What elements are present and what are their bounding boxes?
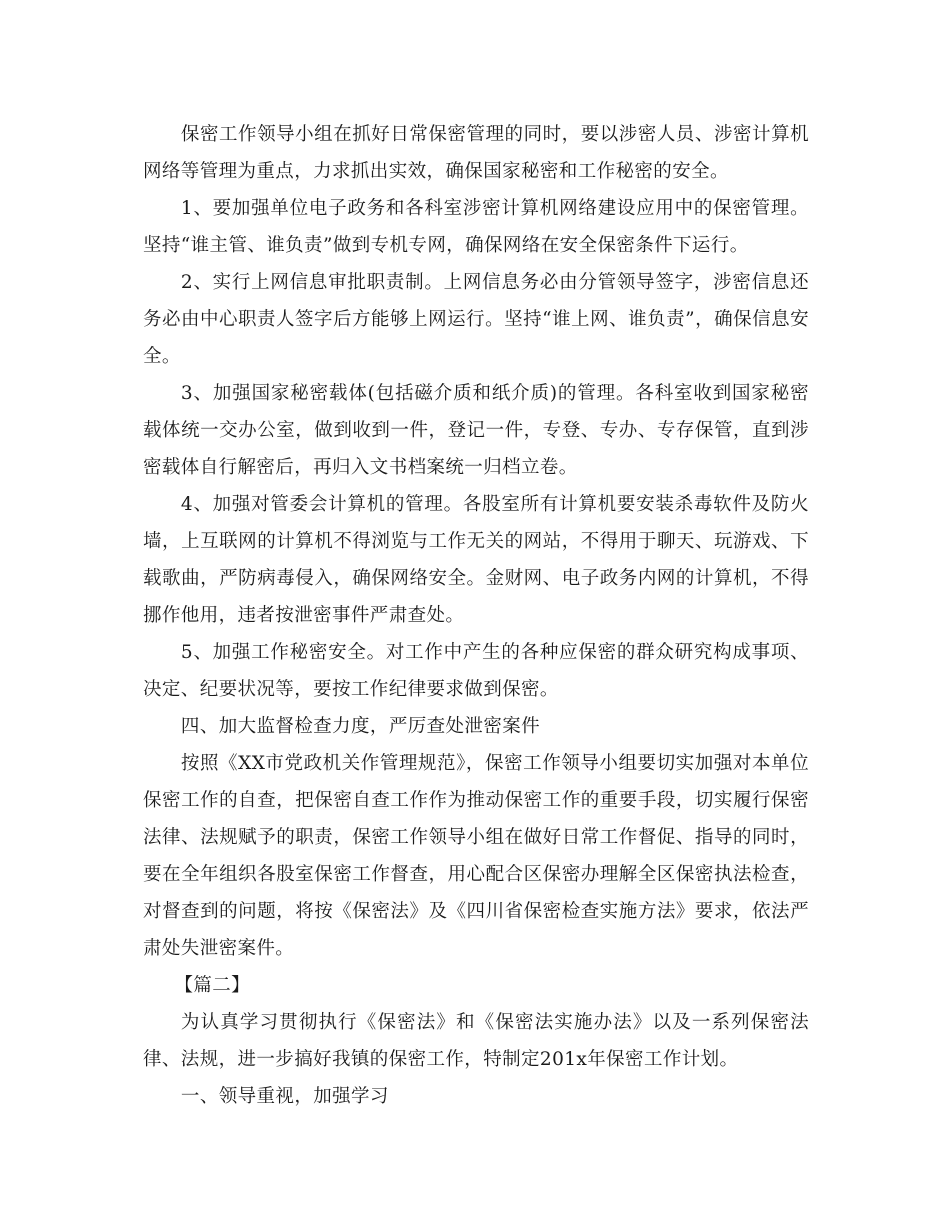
paragraph-item-4: 4、加强对管委会计算机的管理。各股室所有计算机要安装杀毒软件及防火墙，上互联网的计算机不得浏览与工作无关的网站，不得用于聊天、玩游戏、下载歌曲，严防病毒侵入，确保网络安全。金财网、电子政务内网的计算机，不得挪作他用，违者按泄密事件严肃查处。: [143, 494, 809, 626]
section-heading-one: 一、领导重视，加强学习: [180, 1086, 389, 1107]
paragraph-supervision: 按照《XX市党政机关作管理规范》，保密工作领导小组要切实加强对本单位保密工作的自查，把保密自查工作作为推动保密工作的重要手段，切实履行保密法律、法规赋予的职责，保密工作领导小组在做好日常工作督促、指导的同时，要在全年组织各股室保密工作督查，用心配合区保密办理解全区保密执法检查，对督查到的问题，将按《保密法》及《四川省保密检查实施方法》要求，依法严肃处失泄密案件。: [143, 753, 809, 959]
document-body: [143, 116, 809, 1115]
paragraph-item-2: 2、实行上网信息审批职责制。上网信息务必由分管领导签字，涉密信息还务必由中心职责人签字后方能够上网运行。坚持“谁上网、谁负责”，确保信息安全。: [143, 272, 809, 367]
paragraph-item-5: 5、加强工作秘密安全。对工作中产生的各种应保密的群众研究构成事项、决定、纪要状况等，要按工作纪律要求做到保密。: [143, 642, 809, 700]
paragraph-item-3: 3、加强国家秘密载体(包括磁介质和纸介质)的管理。各科室收到国家秘密载体统一交办公室，做到收到一件，登记一件，专登、专办、专存保管，直到涉密载体自行解密后，再归入文书档案统一归档立卷。: [143, 383, 809, 478]
section-heading-four: 四、加大监督检查力度，严厉查处泄密案件: [180, 716, 541, 737]
paragraph-item-1: 1、要加强单位电子政务和各科室涉密计算机网络建设应用中的保密管理。坚持“谁主管、谁负责”做到专机专网，确保网络在安全保密条件下运行。: [143, 198, 809, 256]
section-label-part-two: 【篇二】: [174, 975, 251, 996]
paragraph-part-two-intro: 为认真学习贯彻执行《保密法》和《保密法实施办法》以及一系列保密法律、法规，进一步搞好我镇的保密工作，特制定201x年保密工作计划。: [143, 1012, 809, 1070]
paragraph-intro: 保密工作领导小组在抓好日常保密管理的同时，要以涉密人员、涉密计算机网络等管理为重点，力求抓出实效，确保国家秘密和工作秘密的安全。: [143, 124, 809, 182]
